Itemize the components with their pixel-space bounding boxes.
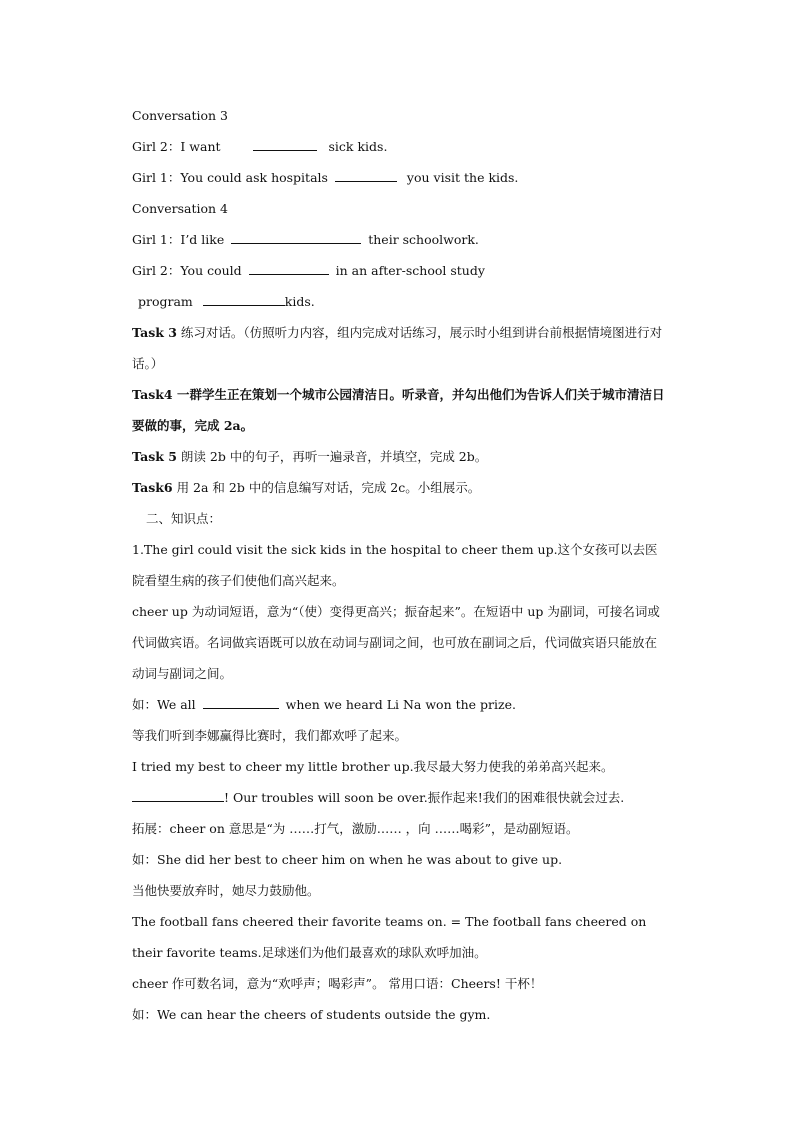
section-title: 二、知识点： <box>146 511 222 526</box>
conv4-line-2-end: in an after-school study <box>335 263 485 278</box>
knowledge-point-1: 1.The girl could visit the sick kids in the hospital to cheer them up.这个女孩可以去医院看望生病的孩子们使他们高兴起来。 <box>132 542 658 588</box>
task-label: Task 3 <box>132 325 177 340</box>
conv4-line-1-end: their schoolwork. <box>368 232 479 247</box>
conv3-line-1-text: Girl 2：I want <box>132 139 221 154</box>
task-text: 一群学生正在策划一个城市公园清洁日。听录音，并勾出他们为告诉人们关于城市清洁日要做的事，完成 2a。 <box>132 387 665 433</box>
task-6 <box>132 472 666 503</box>
conv4-line-3-text: program <box>138 294 193 309</box>
extension-note: 拓展：cheer on 意思是“为 ……打气，激励…… ，向 ……喝彩”，是动副短语。 <box>132 821 579 836</box>
conv3-line-1 <box>132 131 666 162</box>
task-5 <box>132 441 666 472</box>
conversation-3-heading: Conversation 3 <box>132 108 228 123</box>
conv4-line-1-text: Girl 1：I’d like <box>132 232 225 247</box>
fill-blank <box>203 707 279 709</box>
fill-blank <box>203 304 285 306</box>
task-text: 练习对话。（仿照听力内容，组内完成对话练习，展示时小组到讲台前根据情境图进行对话。） <box>132 325 663 371</box>
document-body <box>132 100 666 1030</box>
fill-blank <box>249 273 329 275</box>
example-1-text: 如：We all <box>132 697 196 712</box>
task-text: 朗读 2b 中的句子，再听一遍录音，并填空，完成 2b。 <box>176 449 488 464</box>
task-3 <box>132 317 666 379</box>
fill-blank <box>132 800 224 802</box>
example-1-end: when we heard Li Na won the prize. <box>285 697 516 712</box>
example-5: The football fans cheered their favorite teams on. = The football fans cheered on their favorite teams.足球迷们为他们最喜欢的球队欢呼加油。 <box>132 914 647 960</box>
example-3-text: ! Our troubles will soon be over.振作起来!我们的困难很快就会过去. <box>224 790 625 805</box>
conversation-4-heading: Conversation 4 <box>132 201 228 216</box>
conv3-line-1-end: sick kids. <box>328 139 388 154</box>
fill-blank <box>335 180 397 182</box>
conv3-line-2-end: you visit the kids. <box>406 170 519 185</box>
example-4-translation: 当他快要放弃时，她尽力鼓励他。 <box>132 883 320 898</box>
cheer-up-explanation: cheer up 为动词短语，意为“（使）变得更高兴；振奋起来”。在短语中 up 为副词，可接名词或代词做宾语。名词做宾语既可以放在动词与副词之间，也可放在副词之后，代词做宾语只能放在动词与副词之间。 <box>132 604 660 681</box>
example-2: I tried my best to cheer my little brother up.我尽最大努力使我的弟弟高兴起来。 <box>132 759 614 774</box>
noun-usage: cheer 作可数名词，意为“欢呼声；喝彩声”。 常用口语：Cheers! 干杯！ <box>132 976 543 991</box>
example-1-translation: 等我们听到李娜赢得比赛时，我们都欢呼了起来。 <box>132 728 408 743</box>
fill-blank <box>253 149 317 151</box>
conv3-line-2-text: Girl 1：You could ask hospitals <box>132 170 328 185</box>
conv4-line-2 <box>132 255 666 286</box>
example-1 <box>132 689 666 720</box>
task-text: 用 2a 和 2b 中的信息编写对话，完成 2c。小组展示。 <box>172 480 481 495</box>
conv4-line-3-end: kids. <box>284 294 315 309</box>
task-label: Task6 <box>132 480 173 495</box>
conv3-line-2 <box>132 162 666 193</box>
task-4 <box>132 379 666 441</box>
example-4: 如：She did her best to cheer him on when he was about to give up. <box>132 852 563 867</box>
example-3 <box>132 782 666 813</box>
conv4-line-1 <box>132 224 666 255</box>
task-label: Task 5 <box>132 449 177 464</box>
conv4-line-3 <box>132 286 666 317</box>
fill-blank <box>231 242 361 244</box>
task-label: Task4 <box>132 387 173 402</box>
example-6: 如：We can hear the cheers of students outside the gym. <box>132 1007 491 1022</box>
conv4-line-2-text: Girl 2：You could <box>132 263 242 278</box>
